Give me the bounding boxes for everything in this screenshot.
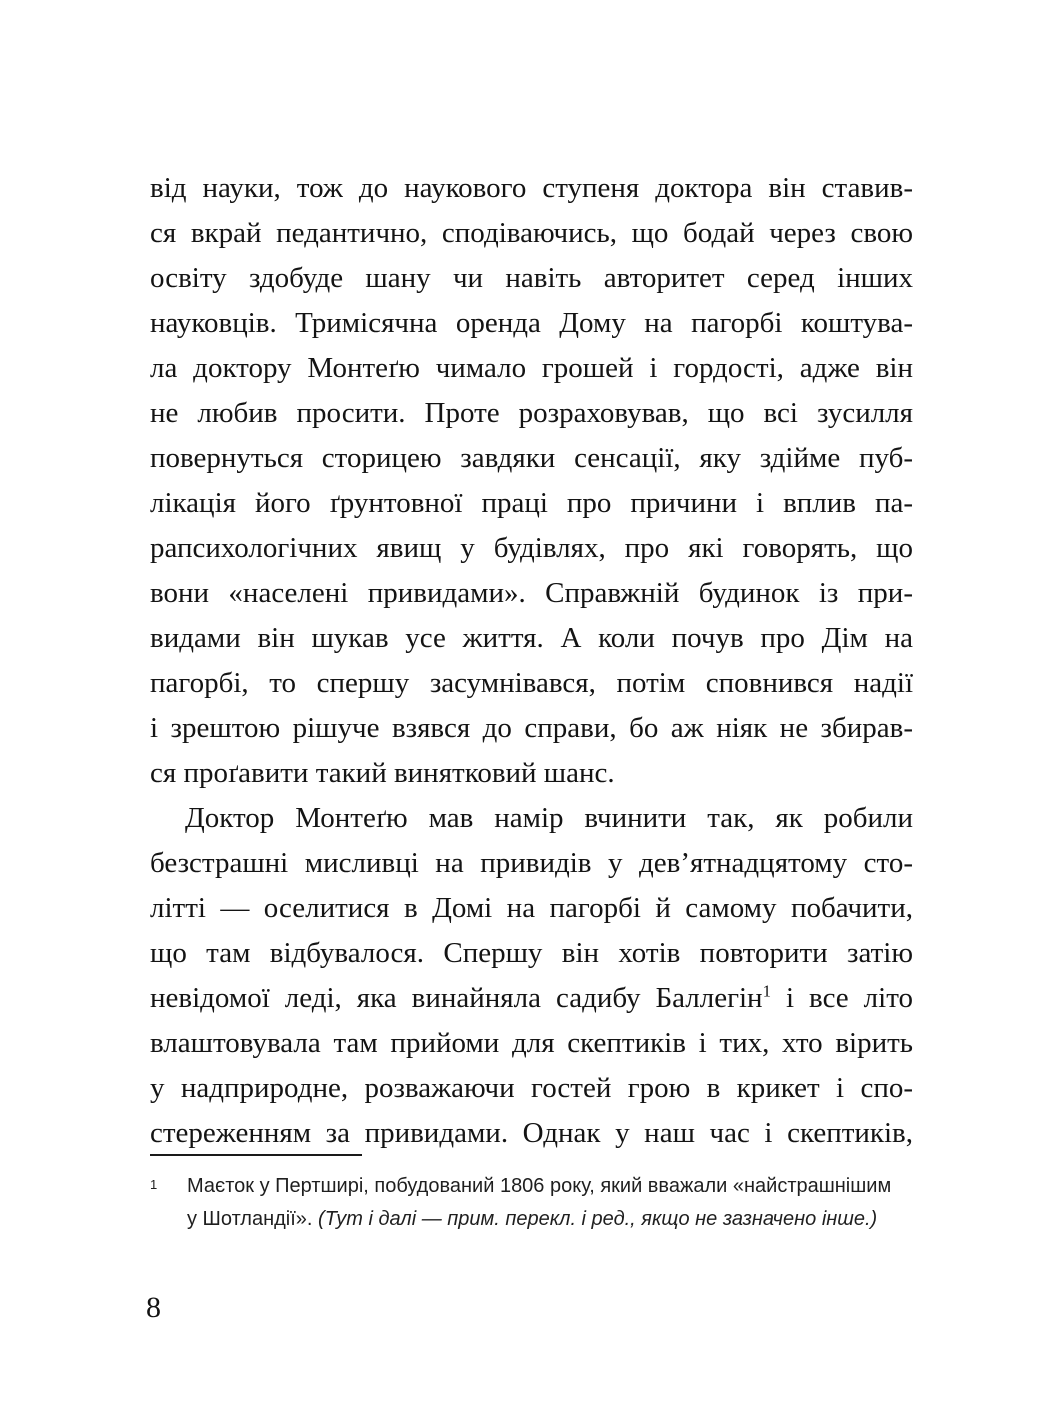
text-line: пагорбі, то спершу засумнівався, потім сповнився надії bbox=[150, 667, 913, 699]
footnote-editorial-note: (Тут і далі — прим. перекл. і ред., якщо не зазначено інше.) bbox=[318, 1208, 878, 1230]
text-line: від науки, тож до наукового ступеня доктора він ставив- bbox=[150, 172, 913, 204]
text-line: що там відбувалося. Спершу він хотів повторити затію bbox=[150, 937, 913, 969]
text-line: літті — оселитися в Домі на пагорбі й самому побачити, bbox=[150, 892, 913, 924]
text-line: Доктор Монтеґю мав намір вчинити так, як робили bbox=[185, 802, 913, 834]
footnote-marker: 1 bbox=[150, 1177, 158, 1192]
text-line: рапсихологічних явищ у будівлях, про які говорять, що bbox=[150, 532, 913, 564]
text-line: науковців. Тримісячна оренда Дому на пагорбі коштува- bbox=[150, 307, 913, 339]
text-line: у надприродне, розважаючи гостей грою в крикет і спо- bbox=[150, 1072, 913, 1104]
text-line: ся проґавити такий винятковий шанс. bbox=[150, 757, 615, 789]
text-line: безстрашні мисливці на привидів у дев’ятнадцятому сто- bbox=[150, 847, 913, 879]
footnote bbox=[150, 1170, 920, 1236]
footnote-separator-rule bbox=[150, 1154, 362, 1156]
text-line: вони «населені привидами». Справжній будинок із при- bbox=[150, 577, 913, 609]
footnote-reference: 1 bbox=[762, 981, 771, 1001]
footnote-text: Маєток у Пертширі, побудований 1806 року, який вважали «найстрашнішим bbox=[187, 1175, 892, 1197]
text-block bbox=[150, 166, 913, 1156]
text-line: освіту здобуде шану чи навіть авторитет серед інших bbox=[150, 262, 913, 294]
footnote-line bbox=[187, 1203, 920, 1236]
text-line: стереженням за привидами. Однак у наш час і скептиків, bbox=[150, 1117, 913, 1149]
text-line: ла доктору Монтеґю чимало грошей і гордості, адже він bbox=[150, 352, 913, 384]
footnote-text: у Шотландії». bbox=[187, 1208, 319, 1230]
text-line: невідомої леді, яка винайняла садибу Баллегін$^1$ і все літо bbox=[150, 981, 913, 1014]
text-line: не любив просити. Проте розраховував, що всі зусилля bbox=[150, 397, 913, 429]
text-line: влаштовувала там прийоми для скептиків і тих, хто вірить bbox=[150, 1027, 913, 1059]
text-line: видами він шукав усе життя. А коли почув про Дім на bbox=[150, 622, 913, 654]
footnote-line bbox=[187, 1170, 920, 1203]
text-line: лікація його ґрунтовної праці про причини і вплив па- bbox=[150, 487, 913, 519]
text-line: і зрештою рішуче взявся до справи, бо аж ніяк не збирав- bbox=[150, 712, 913, 744]
text-line: повернуться сторицею завдяки сенсації, яку здійме пуб- bbox=[150, 442, 913, 474]
text-line: ся вкрай педантично, сподіваючись, що бодай через свою bbox=[150, 217, 913, 249]
page-number: 8 bbox=[146, 1291, 161, 1324]
